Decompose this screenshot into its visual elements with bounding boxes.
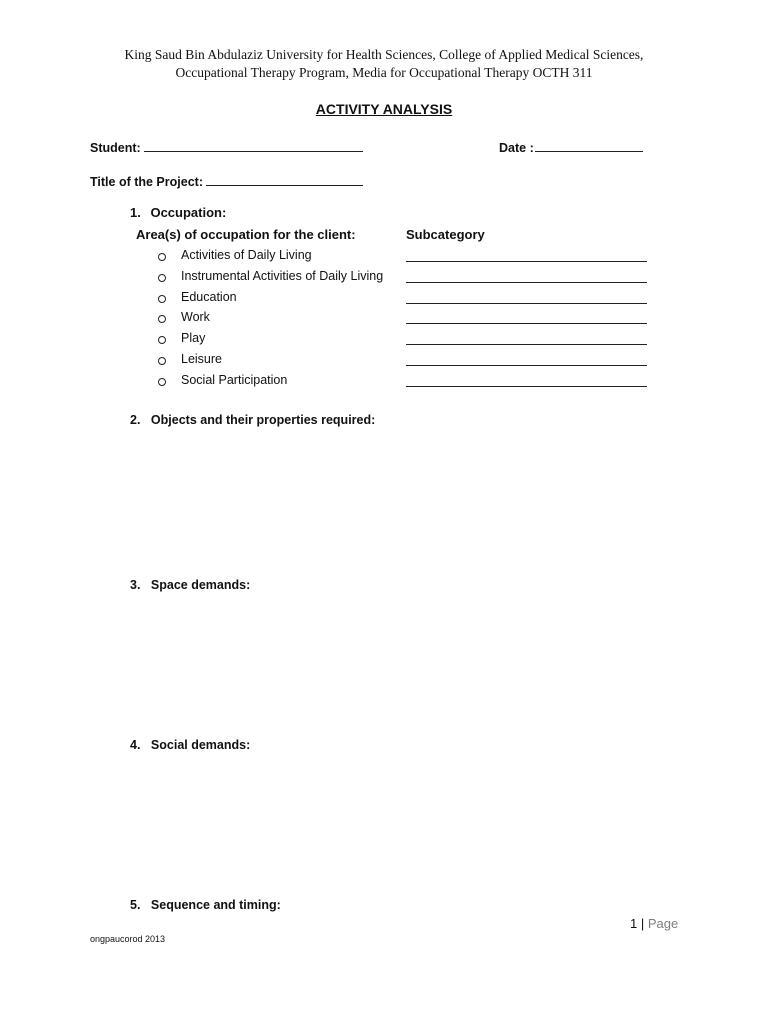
section-space-demands [130,578,250,592]
document-title: ACTIVITY ANALYSIS [315,101,453,117]
section-number: 1. [130,205,141,220]
area-item-iadl: Instrumental Activities of Daily Living [181,269,384,283]
page-footer [630,916,678,931]
area-item-adl: Activities of Daily Living [181,248,312,262]
date-label: Date : [499,141,534,155]
section-label: Objects and their properties required: [150,413,376,427]
header-line-1: King Saud Bin Abdulaziz University for Health Sciences, College of Applied Medical Sciences, [124,47,644,62]
page-header [0,46,768,82]
date-blank[interactable] [535,138,643,152]
project-title-blank[interactable] [206,172,363,186]
section-sequence-timing [130,898,281,912]
area-item-leisure: Leisure [181,352,222,366]
page-word: Page [647,916,679,931]
section-number: 4. [130,738,141,752]
page-separator: | [640,916,645,931]
page-number: 1 [630,916,638,931]
bullet-icon [158,295,166,303]
section-occupation [130,205,226,220]
bullet-icon [158,274,166,282]
project-title-field[interactable] [90,172,363,189]
space-demands-answer-area[interactable] [152,598,652,730]
subcategory-blank-play[interactable] [406,344,647,345]
section-label: Occupation: [150,205,227,220]
subcategory-blank-adl[interactable] [406,261,647,262]
date-field[interactable] [499,138,643,155]
areas-label: Area(s) of occupation for the client: [136,227,356,242]
section-social-demands [130,738,250,752]
area-item-work: Work [181,310,210,324]
social-demands-answer-area[interactable] [152,758,652,890]
student-field[interactable] [90,138,363,155]
subcategory-label: Subcategory [406,227,485,242]
bullet-icon [158,336,166,344]
student-label: Student: [90,141,141,155]
section-number: 3. [130,578,141,592]
subcategory-blank-work[interactable] [406,323,647,324]
section-number: 2. [130,413,141,427]
footer-credit: ongpaucorod 2013 [90,934,166,944]
student-blank[interactable] [144,138,363,152]
area-item-education: Education [181,290,237,304]
subcategory-blank-leisure[interactable] [406,365,647,366]
bullet-icon [158,378,166,386]
bullet-icon [158,357,166,365]
objects-answer-area[interactable] [152,432,652,568]
section-objects [130,413,375,427]
bullet-icon [158,253,166,261]
subcategory-blank-education[interactable] [406,303,647,304]
subcategory-blank-iadl[interactable] [406,282,647,283]
area-item-social-participation: Social Participation [181,373,288,387]
subcategory-blank-social-participation[interactable] [406,386,647,387]
project-title-label: Title of the Project: [90,175,203,189]
bullet-icon [158,315,166,323]
section-label: Social demands: [150,738,251,752]
section-label: Sequence and timing: [150,898,281,912]
area-item-play: Play [181,331,206,345]
header-line-2: Occupational Therapy Program, Media for Occupational Therapy OCTH 311 [175,65,593,80]
section-label: Space demands: [150,578,251,592]
section-number: 5. [130,898,141,912]
